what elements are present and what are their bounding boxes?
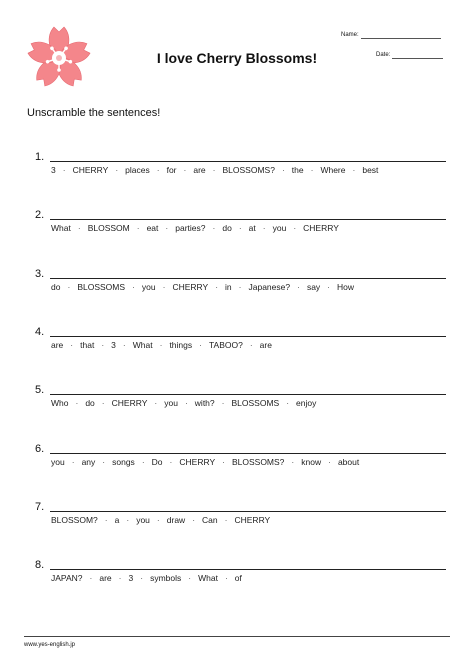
scrambled-word: BLOSSOMS? bbox=[222, 165, 275, 175]
scrambled-word: are bbox=[259, 339, 272, 350]
word-separator: · bbox=[132, 281, 135, 292]
word-separator: · bbox=[291, 456, 295, 467]
word-separator: · bbox=[199, 339, 202, 350]
word-separator: · bbox=[102, 456, 106, 467]
word-separator: · bbox=[75, 398, 79, 409]
word-separator: · bbox=[77, 223, 81, 234]
word-separator: · bbox=[224, 514, 228, 525]
word-separator: · bbox=[136, 223, 140, 234]
question-number: 3. bbox=[35, 267, 45, 280]
word-separator: · bbox=[62, 165, 66, 175]
scrambled-word: symbols bbox=[150, 573, 182, 584]
scrambled-word: things bbox=[169, 339, 193, 350]
scrambled-word: you bbox=[136, 514, 150, 525]
word-separator: · bbox=[281, 165, 285, 175]
scrambled-word: Japanese? bbox=[248, 281, 291, 292]
scrambled-word: you bbox=[272, 223, 287, 234]
word-separator: · bbox=[154, 398, 158, 409]
scrambled-words bbox=[51, 340, 272, 351]
scrambled-word: any bbox=[81, 456, 96, 467]
question-number: 8. bbox=[35, 559, 45, 572]
scrambled-word: What bbox=[51, 223, 71, 234]
scrambled-word: in bbox=[225, 281, 232, 292]
question-number: 2. bbox=[35, 209, 45, 222]
scrambled-word: eat bbox=[146, 223, 159, 234]
question-item bbox=[0, 267, 474, 317]
page-title: I love Cherry Blossoms! bbox=[156, 50, 318, 66]
word-separator: · bbox=[89, 573, 93, 584]
word-separator: · bbox=[184, 398, 188, 409]
name-label: Name: bbox=[341, 32, 359, 38]
scrambled-word: that bbox=[80, 339, 95, 350]
instruction-text: Unscramble the sentences! bbox=[27, 107, 161, 119]
word-separator: · bbox=[327, 281, 331, 292]
date-field[interactable] bbox=[376, 51, 443, 59]
date-label: Date: bbox=[376, 52, 391, 58]
word-separator: · bbox=[188, 573, 192, 584]
scrambled-word: you bbox=[51, 456, 65, 467]
scrambled-word: are bbox=[99, 573, 112, 584]
question-item bbox=[0, 500, 474, 550]
word-separator: · bbox=[212, 165, 216, 175]
word-separator: · bbox=[122, 339, 126, 350]
scrambled-word: BLOSSOMS bbox=[77, 281, 126, 292]
scrambled-words bbox=[51, 573, 242, 584]
question-item bbox=[0, 558, 474, 608]
scrambled-word: are bbox=[51, 339, 64, 350]
answer-line[interactable] bbox=[50, 569, 446, 570]
scrambled-word: know bbox=[301, 456, 322, 467]
word-separator: · bbox=[169, 456, 173, 467]
word-separator: · bbox=[71, 456, 75, 467]
word-separator: · bbox=[293, 223, 297, 234]
scrambled-word: songs bbox=[112, 456, 135, 467]
scrambled-word: 3 bbox=[111, 339, 116, 350]
word-separator: · bbox=[212, 223, 216, 234]
word-separator: · bbox=[222, 456, 225, 467]
answer-line[interactable] bbox=[50, 278, 446, 279]
word-separator: · bbox=[70, 339, 74, 350]
scrambled-word: BLOSSOMS bbox=[231, 398, 280, 409]
scrambled-word: JAPAN? bbox=[51, 573, 83, 584]
answer-line[interactable] bbox=[50, 511, 446, 512]
word-separator: · bbox=[183, 165, 187, 175]
word-separator: · bbox=[101, 398, 105, 409]
scrambled-words bbox=[51, 282, 354, 293]
word-separator: · bbox=[162, 281, 166, 292]
word-separator: · bbox=[328, 456, 331, 467]
scrambled-word: do bbox=[222, 223, 232, 234]
scrambled-word: BLOSSOMS? bbox=[231, 456, 285, 467]
answer-line[interactable] bbox=[50, 336, 446, 337]
word-separator: · bbox=[141, 456, 145, 467]
question-item bbox=[0, 383, 474, 433]
scrambled-word: Do bbox=[151, 456, 163, 467]
scrambled-word: say bbox=[306, 281, 321, 292]
word-separator: · bbox=[156, 165, 160, 175]
question-number: 1. bbox=[35, 151, 45, 163]
scrambled-word: do bbox=[85, 398, 95, 409]
scrambled-word: places bbox=[125, 165, 150, 175]
name-blank[interactable] bbox=[361, 32, 441, 39]
word-separator: · bbox=[118, 573, 122, 584]
scrambled-word: are bbox=[193, 165, 206, 175]
scrambled-word: What bbox=[198, 573, 218, 584]
word-separator: · bbox=[67, 281, 71, 292]
scrambled-word: How bbox=[337, 281, 355, 292]
scrambled-word: 3 bbox=[128, 573, 134, 584]
question-number: 6. bbox=[35, 442, 45, 455]
scrambled-words bbox=[51, 165, 378, 176]
word-separator: · bbox=[352, 165, 356, 175]
question-item bbox=[0, 325, 474, 375]
footer-divider bbox=[24, 636, 450, 637]
scrambled-word: Who bbox=[51, 398, 69, 409]
scrambled-words bbox=[51, 223, 339, 234]
scrambled-word: do bbox=[51, 281, 61, 292]
scrambled-word: draw bbox=[166, 514, 186, 525]
scrambled-word: about bbox=[337, 456, 360, 467]
scrambled-word: the bbox=[291, 165, 304, 175]
answer-line[interactable] bbox=[50, 453, 446, 454]
answer-line[interactable] bbox=[50, 219, 446, 220]
question-item bbox=[0, 150, 474, 200]
scrambled-words bbox=[51, 515, 270, 526]
scrambled-words bbox=[51, 398, 316, 409]
word-separator: · bbox=[104, 514, 108, 525]
scrambled-words bbox=[51, 457, 359, 468]
word-separator: · bbox=[159, 339, 163, 350]
scrambled-word: CHERRY bbox=[111, 398, 148, 409]
scrambled-word: parties? bbox=[175, 223, 206, 234]
scrambled-word: BLOSSOM bbox=[87, 223, 130, 234]
question-item bbox=[0, 442, 474, 492]
answer-line[interactable] bbox=[50, 161, 446, 162]
scrambled-word: CHERRY bbox=[179, 456, 216, 467]
word-separator: · bbox=[310, 165, 314, 175]
word-separator: · bbox=[215, 281, 219, 292]
scrambled-word: a bbox=[114, 514, 120, 525]
word-separator: · bbox=[238, 223, 242, 234]
word-separator: · bbox=[115, 165, 119, 175]
scrambled-word: CHERRY bbox=[72, 165, 109, 175]
question-number: 7. bbox=[35, 500, 45, 513]
word-separator: · bbox=[224, 573, 228, 584]
scrambled-word: TABOO? bbox=[208, 339, 243, 350]
scrambled-word: CHERRY bbox=[303, 223, 339, 234]
word-separator: · bbox=[156, 514, 160, 525]
scrambled-word: CHERRY bbox=[172, 281, 209, 292]
scrambled-word: for bbox=[166, 165, 177, 175]
scrambled-word: you bbox=[164, 398, 178, 409]
scrambled-word: with? bbox=[194, 398, 215, 409]
scrambled-word: What bbox=[132, 339, 153, 350]
word-separator: · bbox=[249, 339, 253, 350]
scrambled-word: BLOSSOM? bbox=[51, 514, 98, 525]
word-separator: · bbox=[297, 281, 300, 292]
word-separator: · bbox=[101, 339, 105, 350]
date-blank[interactable] bbox=[392, 52, 443, 59]
scrambled-word: of bbox=[234, 573, 242, 584]
word-separator: · bbox=[140, 573, 144, 584]
scrambled-word: at bbox=[248, 223, 256, 234]
word-separator: · bbox=[286, 398, 290, 409]
scrambled-word: best bbox=[362, 165, 379, 175]
question-number: 5. bbox=[35, 384, 45, 397]
scrambled-word: 3 bbox=[51, 165, 56, 175]
scrambled-word: Can bbox=[202, 514, 218, 525]
footer-url: www.yes-english.jp bbox=[24, 642, 76, 648]
word-separator: · bbox=[238, 281, 242, 292]
word-separator: · bbox=[262, 223, 266, 234]
scrambled-word: Where bbox=[320, 165, 346, 175]
word-separator: · bbox=[165, 223, 169, 234]
word-separator: · bbox=[126, 514, 130, 525]
name-field[interactable] bbox=[341, 31, 441, 39]
word-separator: · bbox=[221, 398, 225, 409]
answer-line[interactable] bbox=[50, 394, 446, 395]
scrambled-word: enjoy bbox=[296, 398, 317, 409]
scrambled-word: you bbox=[141, 281, 156, 292]
question-item bbox=[0, 208, 474, 258]
scrambled-word: CHERRY bbox=[234, 514, 271, 525]
question-number: 4. bbox=[35, 325, 45, 338]
word-separator: · bbox=[192, 514, 196, 525]
